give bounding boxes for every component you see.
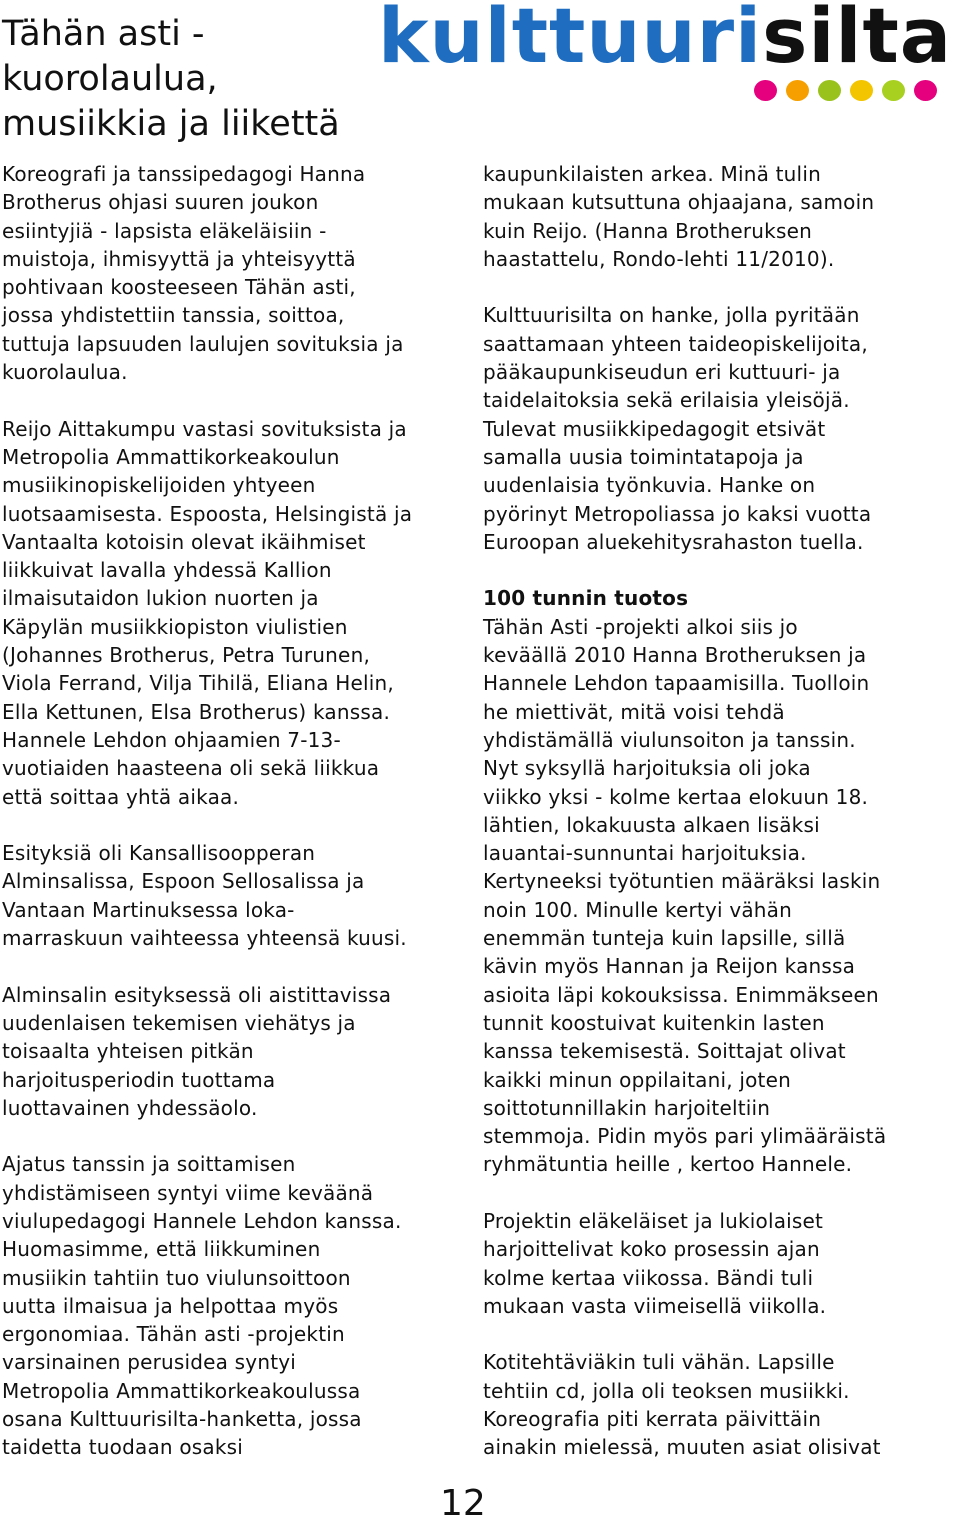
logo-text-silta: silta <box>762 0 953 80</box>
logo-dot <box>850 80 873 101</box>
paragraph: Esityksiä oli Kansallisoopperan Alminsalissa, Espoon Sellosalissa ja Vantaan Martinuksessa loka- marraskuun vaihteessa yhteensä kuusi. <box>2 841 407 951</box>
logo-text-kulttuuri: kulttuuri <box>378 0 763 80</box>
left-column <box>2 160 452 1462</box>
paragraph: Kotitehtäviäkin tuli vähän. Lapsille tehtiin cd, jolla oli teoksen musiikki. Koreografia piti kerrata päivittäin ainakin mielessä, muuten asiat olisivat <box>483 1350 881 1460</box>
quote-paragraph: Ajatus tanssin ja soittamisen yhdistämiseen syntyi viime keväänä viulupedagogi Hannele Lehdon kanssa. Huomasimme, että liikkuminen musiikin tahtiin tuo viulunsoittoon uutta ilmaisua ja helpottaa myös ergonomiaa. Tähän asti -projektin varsinainen perusidea syntyi Metropolia Ammattikorkeakoulussa osana Kulttuurisilta-hanketta, jossa taidetta tuodaan osaksi <box>2 1152 402 1460</box>
logo-dot <box>786 80 809 101</box>
page-number: 12 <box>440 1483 486 1524</box>
section-heading: 100 tunnin tuotos <box>483 586 689 611</box>
logo-dot <box>818 80 841 101</box>
paragraph: Koreografi ja tanssipedagogi Hanna Brotherus ohjasi suuren joukon esiintyjiä - lapsista eläkeläisiin - muistoja, ihmisyyttä ja yhteisyyttä pohtivaan koosteeseen Tähän asti, jossa yhdistettiin tanssia, soittoa, tuttuja lapsuuden laulujen sovituksia ja kuorolaulua. <box>2 162 404 385</box>
paragraph: Kulttuurisilta on hanke, jolla pyritään saattamaan yhteen taideopiskelijoita, pääkaupunkiseudun eri kuttuuri- ja taidelaitoksia sekä erilaisia yleisöjä. Tulevat musiikkipedagogit etsivät samalla uusia toimintatapoja ja uudenlaisia työnkuvia. Hanke on pyörinyt Metropoliassa jo kaksi vuotta Euroopan aluekehitysrahaston tuella. <box>483 303 872 554</box>
logo-dot <box>754 80 777 101</box>
right-column <box>483 160 933 1462</box>
paragraph: Tähän Asti -projekti alkoi siis jo keväällä 2010 Hanna Brotheruksen ja Hannele Lehdon tapaamisilla. Tuolloin he miettivät, mitä voisi tehdä yhdistämällä viulunsoiton ja tanssin. Nyt syksyllä harjoituksia oli joka viikko yksi - kolme kertaa elokuun 18. lähtien, lokakuusta alkaen lisäksi lauantai-sunnuntai harjoituksia. Kertyneeksi työtuntien määräksi laskin noin 100. Minulle kertyi vähän enemmän tunteja kuin lapsille, sillä kävin myös Hannan ja Reijon kanssa asioita läpi kokouksissa. Enimmäkseen tunnit koostuivat kuitenkin lasten kanssa tekemisestä. Soittajat olivat kaikki minun oppilaitani, joten soittotunnillakin harjoiteltiin stemmoja. Pidin myös pari ylimääräistä ryhmätuntia heille , kertoo Hannele. <box>483 614 887 1177</box>
logo-dot <box>914 80 937 101</box>
article-title: Tähän asti - kuorolaulua, musiikkia ja liikettä <box>2 14 340 144</box>
paragraph: Alminsalin esityksessä oli aistittavissa uudenlaisen tekemisen viehätys ja toisaalta yhteisen pitkän harjoitusperiodin tuottama luottavainen yhdessäolo. <box>2 982 392 1120</box>
logo-dot <box>882 80 905 101</box>
kulttuurisilta-logo <box>378 0 960 112</box>
paragraph: Projektin eläkeläiset ja lukiolaiset harjoittelivat koko prosessin ajan kolme kertaa viikossa. Bändi tuli mukaan vasta viimeisellä viikolla. <box>483 1208 827 1318</box>
paragraph: Reijo Aittakumpu vastasi sovituksista ja Metropolia Ammattikorkeakoulun musiikinopiskelijoiden yhtyeen luotsaamisesta. Espoosta, Helsingistä ja Vantaalta kotoisin olevat ikäihmiset liikkuivat lavalla yhdessä Kallion ilmaisutaidon lukion nuorten ja Käpylän musiikkiopiston viulistien (Johannes Brotherus, Petra Turunen, Viola Ferrand, Vilja Tihilä, Eliana Helin, Ella Kettunen, Elsa Brotherus) kanssa. Hannele Lehdon ohjaamien 7-13- vuotiaiden haasteena oli sekä liikkua että soittaa yhtä aikaa. <box>2 416 413 809</box>
paragraph: kaupunkilaisten arkea. Minä tulin mukaan kutsuttuna ohjaajana, samoin kuin Reijo. (Hanna Brotheruksen haastattelu, Rondo-lehti 11/2010). <box>483 162 875 271</box>
